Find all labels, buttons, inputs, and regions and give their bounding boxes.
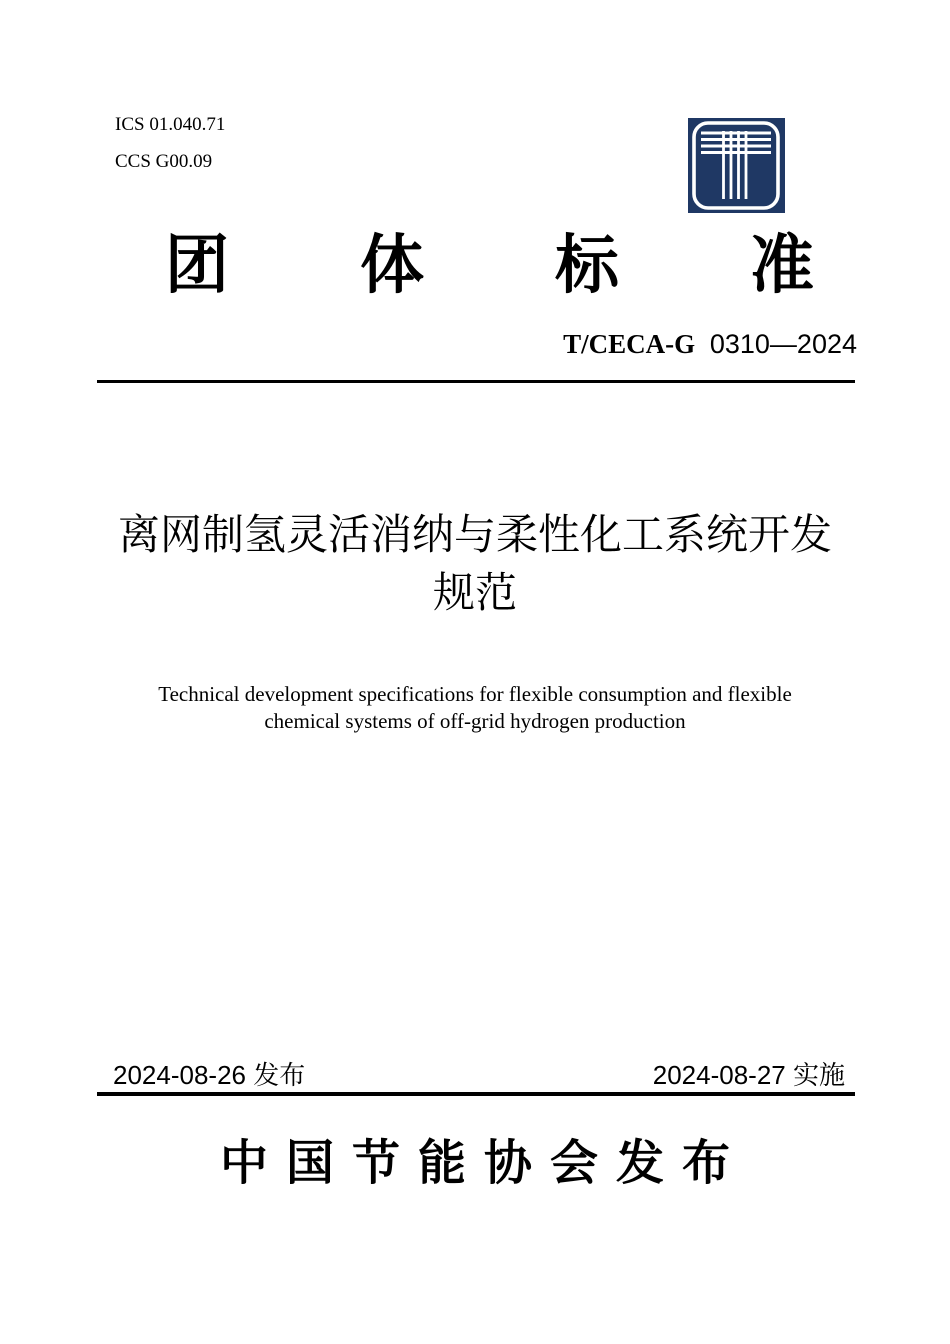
ics-code: ICS 01.040.71 — [115, 114, 226, 135]
title-english — [0, 681, 950, 735]
publish-date: 2024-08-26 发布 — [113, 1060, 306, 1090]
header-rule — [97, 380, 855, 383]
standard-type-heading: 团体标准 — [165, 230, 945, 301]
group-standard-logo-icon — [688, 118, 785, 213]
footer-rule — [97, 1092, 855, 1096]
title-chinese — [0, 506, 950, 622]
title-english-line1: Technical development specifications for flexible consumption and flexible — [158, 682, 792, 706]
standard-code-number: 0310—2024 — [709, 329, 857, 359]
implement-date: 2024-08-27 实施 — [652, 1060, 845, 1090]
date-row — [113, 1055, 845, 1092]
publisher-name: 中国节能协会发布 — [219, 1137, 748, 1190]
ccs-code: CCS G00.09 — [115, 151, 213, 172]
title-english-line2: chemical systems of off-grid hydrogen production — [264, 709, 686, 733]
title-chinese-line1: 离网制氢灵活消纳与柔性化工系统开发 — [117, 511, 832, 558]
standard-code — [563, 329, 857, 360]
standard-code-prefix: T/CECA-G — [563, 329, 696, 359]
title-chinese-line2: 规范 — [432, 569, 517, 616]
